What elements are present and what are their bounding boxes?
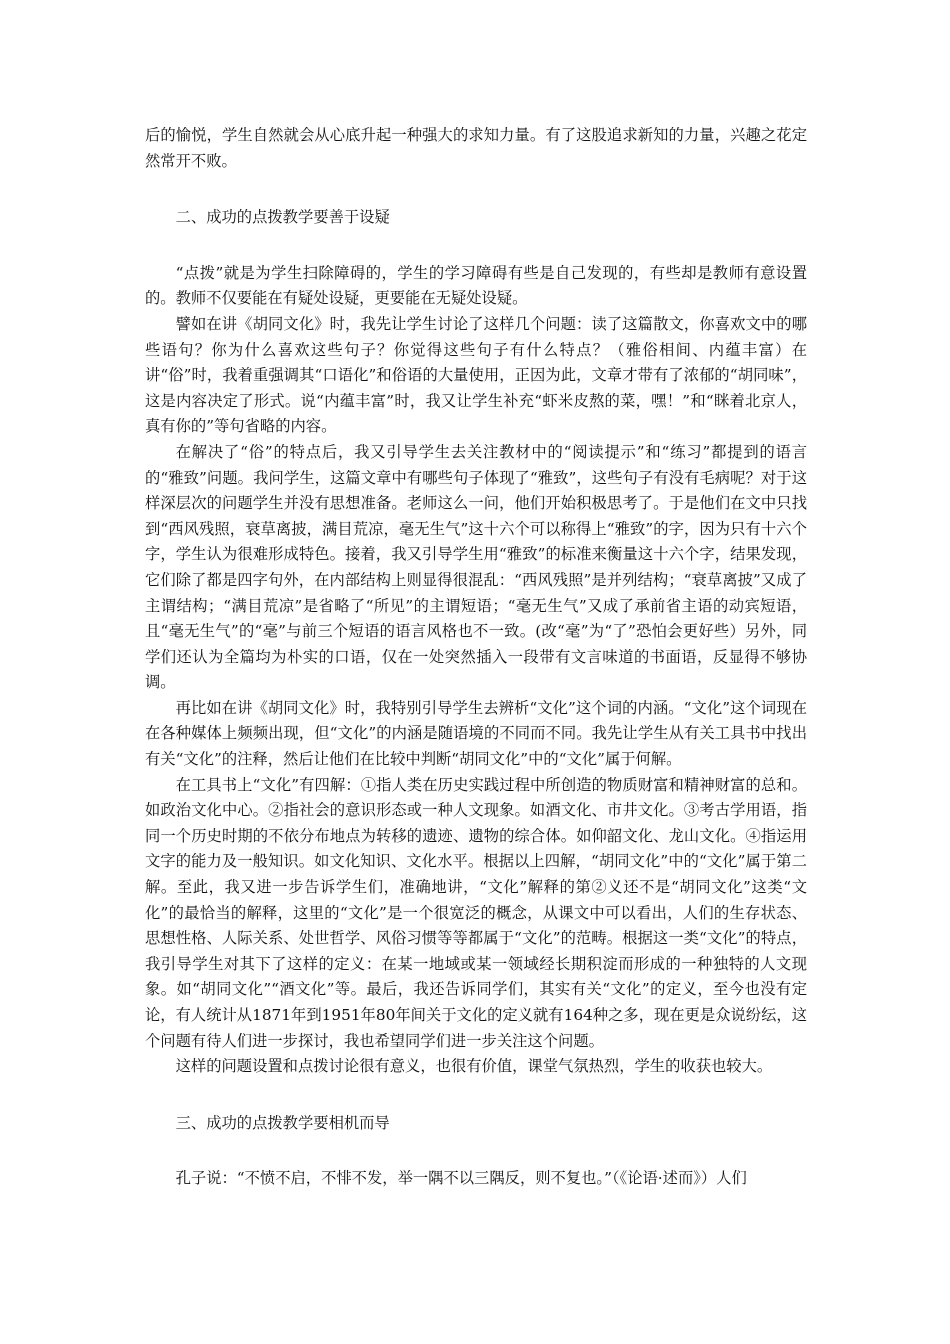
section-heading-3: 三、成功的点拨教学要相机而导 bbox=[175, 1113, 390, 1132]
paragraph: 孔子说：“不愤不启，不悱不发，举一隅不以三隅反，则不复也。”（《论语·述而》）人们 bbox=[175, 1169, 747, 1188]
section-heading-2: 二、成功的点拨教学要善于设疑 bbox=[175, 208, 390, 227]
paragraph: 这样的问题设置和点拨讨论很有意义，也很有价值，课堂气氛热烈，学生的收获也较大。 bbox=[175, 1057, 773, 1076]
paragraph: 再比如在讲《胡同文化》时，我特别引导学生去辨析“文化”这个词的内涵。“文化”这个词现在在各种媒体上频频出现，但“文化”的内涵是随语境的不同而不同。我先让学生从有关工具书中找出有关“文化”的注释，然后让他们在比较中判断“胡同文化”中的“文化”属于何解。 bbox=[145, 698, 807, 769]
paragraph: 在工具书上“文化”有四解：①指人类在历史实践过程中所创造的物质财富和精神财富的总和。如政治文化中心。②指社会的意识形态或一种人文现象。如酒文化、市井文化。③考古学用语，指同一个历史时期的不依分布地点为转移的遗迹、遗物的综合体。如仰韶文化、龙山文化。④指运用文字的能力及一般知识。如文化知识、文化水平。根据以上四解，“胡同文化”中的“文化”属于第二解。至此，我又进一步告诉学生们，准确地讲，“文化”解释的第②义还不是“胡同文化”这类“文化”的最恰当的解释，这里的“文化”是一个很宽泛的概念，从课文中可以看出，人们的生存状态、思想性格、人际关系、处世哲学、风俗习惯等等都属于“文化”的范畴。根据这一类“文化”的特点，我引导学生对其下了这样的定义：在某一地域或某一领域经长期积淀而形成的一种独特的人文现象。如“胡同文化”“酒文化”等。最后，我还告诉同学们，其实有关“文化”的定义，至今也没有定论，有人统计从1871年到1951年80年间关于文化的定义就有164种之多，现在更是众说纷纭，这个问题有待人们进一步探讨，我也希望同学们进一步关注这个问题。 bbox=[145, 775, 807, 1050]
paragraph: 在解决了“俗”的特点后，我又引导学生去关注教材中的“阅读提示”和“练习”都提到的语言的“雅致”问题。我问学生，这篇文章中有哪些句子体现了“雅致”，这些句子有没有毛病呢？对于这样深层次的问题学生并没有思想准备。老师这么一问，他们开始积极思考了。于是他们在文中只找到“西风残照，衰草离披，满目荒凉，毫无生气”这十六个可以称得上“雅致”的字，因为只有十六个字，学生认为很难形成特色。接着，我又引导学生用“雅致”的标准来衡量这十六个字，结果发现，它们除了都是四字句外，在内部结构上则显得很混乱：“西风残照”是并列结构；“衰草离披”又成了主谓结构；“满目荒凉”是省略了“所见”的主谓短语；“毫无生气”又成了承前省主语的动宾短语，且“毫无生气”的“毫”与前三个短语的语言风格也不一致。(改“毫”为“了”恐怕会更好些）另外，同学们还认为全篇均为朴实的口语，仅在一处突然插入一段带有文言味道的书面语，反显得不够协调。 bbox=[145, 442, 807, 692]
paragraph: “点拨”就是为学生扫除障碍的，学生的学习障碍有些是自己发现的，有些却是教师有意设置的。教师不仅要能在有疑处设疑，更要能在无疑处设疑。 bbox=[145, 263, 807, 308]
paragraph-continued: 后的愉悦，学生自然就会从心底升起一种强大的求知力量。有了这股追求新知的力量，兴趣之花定然常开不败。 bbox=[145, 126, 807, 170]
paragraph: 譬如在讲《胡同文化》时，我先让学生讨论了这样几个问题：读了这篇散文，你喜欢文中的哪些语句？你为什么喜欢这些句子？你觉得这些句子有什么特点？（雅俗相间、内蕴丰富）在讲“俗”时，我着重强调其“口语化”和俗语的大量使用，正因为此，文章才带有了浓郁的“胡同味”，这是内容决定了形式。说“内蕴丰富”时，我又让学生补充“虾米皮熬的菜，嘿！”和“眯着北京人，真有你的”等句省略的内容。 bbox=[145, 314, 807, 436]
